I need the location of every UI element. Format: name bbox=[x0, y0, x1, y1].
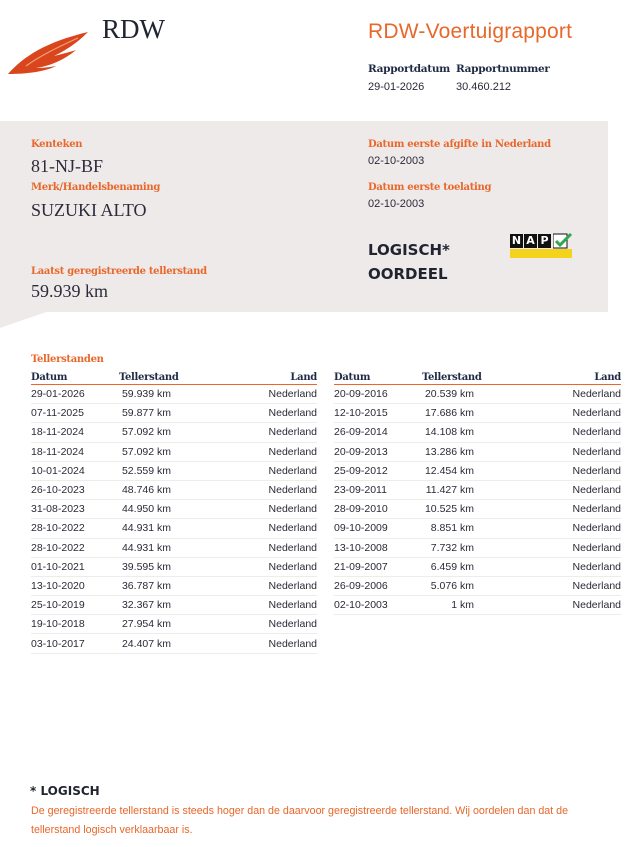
cell-odometer: 6.459 km bbox=[422, 557, 512, 576]
cell-country: Nederland bbox=[209, 538, 317, 557]
cell-country: Nederland bbox=[209, 634, 317, 653]
cell-odometer: 17.686 km bbox=[422, 404, 512, 423]
cell-country: Nederland bbox=[209, 576, 317, 595]
cell-country: Nederland bbox=[209, 615, 317, 634]
cell-odometer: 57.092 km bbox=[119, 442, 209, 461]
table-row bbox=[31, 576, 317, 595]
cell-odometer: 7.732 km bbox=[422, 538, 512, 557]
plate-value: 81-NJ-BF bbox=[31, 156, 104, 176]
table-row bbox=[334, 480, 621, 499]
footer-title: * LOGISCH bbox=[30, 784, 100, 798]
cell-odometer: 8.851 km bbox=[422, 519, 512, 538]
cell-date: 18-11-2024 bbox=[31, 423, 119, 442]
cell-odometer: 59.877 km bbox=[119, 404, 209, 423]
checkmark-icon bbox=[553, 233, 573, 251]
table-row bbox=[334, 596, 621, 615]
report-number bbox=[456, 63, 550, 93]
table-row bbox=[31, 500, 317, 519]
cell-country: Nederland bbox=[209, 500, 317, 519]
column-header-date: Datum bbox=[31, 371, 119, 385]
cell-date: 19-10-2018 bbox=[31, 615, 119, 634]
cell-date: 21-09-2007 bbox=[334, 557, 422, 576]
cell-date: 07-11-2025 bbox=[31, 404, 119, 423]
table-row bbox=[334, 500, 621, 519]
nap-letter-p: P bbox=[538, 234, 551, 248]
cell-date: 03-10-2017 bbox=[31, 634, 119, 653]
cell-country: Nederland bbox=[512, 500, 621, 519]
cell-country: Nederland bbox=[512, 557, 621, 576]
nap-logo bbox=[510, 234, 574, 260]
report-date-value: 29-01-2026 bbox=[368, 81, 425, 93]
report-date bbox=[368, 63, 450, 93]
brand-name: RDW bbox=[102, 14, 165, 44]
cell-odometer: 5.076 km bbox=[422, 576, 512, 595]
table-header-row bbox=[334, 371, 621, 385]
cell-date: 23-09-2011 bbox=[334, 480, 422, 499]
report-number-label: Rapportnummer bbox=[456, 63, 550, 75]
cell-date: 13-10-2008 bbox=[334, 538, 422, 557]
table-row bbox=[334, 442, 621, 461]
panel-notch bbox=[0, 310, 52, 328]
cell-date: 02-10-2003 bbox=[334, 596, 422, 615]
cell-country: Nederland bbox=[512, 461, 621, 480]
cell-date: 25-10-2019 bbox=[31, 596, 119, 615]
cell-country: Nederland bbox=[512, 442, 621, 461]
table-row bbox=[31, 596, 317, 615]
first-admission-label: Datum eerste toelating bbox=[368, 182, 492, 193]
footer-explanation: De geregistreerde tellerstand is steeds hoger dan de daarvoor geregistreerde tellerstand. Wij oordelen dan dat de tellerstand logisch verklaarbaar is. bbox=[31, 805, 569, 836]
cell-date: 12-10-2015 bbox=[334, 404, 422, 423]
readings-section-title: Tellerstanden bbox=[31, 354, 104, 365]
cell-odometer: 13.286 km bbox=[422, 442, 512, 461]
nap-letter-n: N bbox=[511, 234, 522, 247]
table-row bbox=[334, 576, 621, 595]
table-row bbox=[31, 442, 317, 461]
cell-country: Nederland bbox=[209, 442, 317, 461]
cell-country: Nederland bbox=[512, 596, 621, 615]
cell-date: 25-09-2012 bbox=[334, 461, 422, 480]
first-nl-label: Datum eerste afgifte in Nederland bbox=[368, 139, 551, 150]
make-label: Merk/Handelsbenaming bbox=[31, 182, 161, 193]
cell-odometer: 1 km bbox=[422, 596, 512, 615]
verdict-line-2: OORDEEL bbox=[368, 265, 448, 283]
cell-country: Nederland bbox=[209, 461, 317, 480]
cell-country: Nederland bbox=[209, 480, 317, 499]
verdict-line-1: LOGISCH* bbox=[368, 241, 450, 259]
cell-country: Nederland bbox=[209, 596, 317, 615]
cell-country: Nederland bbox=[512, 519, 621, 538]
cell-odometer: 12.454 km bbox=[422, 461, 512, 480]
cell-country: Nederland bbox=[512, 385, 621, 404]
cell-date: 28-10-2022 bbox=[31, 538, 119, 557]
cell-odometer: 10.525 km bbox=[422, 500, 512, 519]
report-number-value: 30.460.212 bbox=[456, 81, 512, 93]
column-header-odometer: Tellerstand bbox=[119, 371, 209, 385]
cell-odometer: 52.559 km bbox=[119, 461, 209, 480]
report-date-label: Rapportdatum bbox=[368, 63, 450, 75]
cell-odometer: 32.367 km bbox=[119, 596, 209, 615]
first-nl-value: 02-10-2003 bbox=[368, 155, 425, 167]
cell-odometer: 20.539 km bbox=[422, 385, 512, 404]
make-value: SUZUKI ALTO bbox=[31, 200, 147, 220]
odometer-value: 59.939 km bbox=[31, 281, 109, 301]
cell-odometer: 44.931 km bbox=[119, 519, 209, 538]
odometer-label: Laatst geregistreerde tellerstand bbox=[31, 266, 207, 277]
cell-date: 01-10-2021 bbox=[31, 557, 119, 576]
table-row bbox=[31, 634, 317, 653]
first-admission-value: 02-10-2003 bbox=[368, 198, 425, 210]
cell-date: 29-01-2026 bbox=[31, 385, 119, 404]
table-row bbox=[334, 538, 621, 557]
column-header-date: Datum bbox=[334, 371, 422, 385]
odometer-verdict bbox=[368, 238, 450, 286]
readings-table-left bbox=[31, 371, 317, 654]
cell-date: 28-09-2010 bbox=[334, 500, 422, 519]
column-header-country: Land bbox=[512, 371, 621, 385]
table-row bbox=[31, 423, 317, 442]
cell-date: 13-10-2020 bbox=[31, 576, 119, 595]
rdw-logo-icon bbox=[6, 26, 90, 76]
report-title: RDW-Voertuigrapport bbox=[368, 20, 573, 43]
cell-odometer: 59.939 km bbox=[119, 385, 209, 404]
table-row bbox=[334, 557, 621, 576]
cell-date: 18-11-2024 bbox=[31, 442, 119, 461]
cell-odometer: 14.108 km bbox=[422, 423, 512, 442]
table-row bbox=[31, 557, 317, 576]
table-row bbox=[31, 538, 317, 557]
cell-date: 09-10-2009 bbox=[334, 519, 422, 538]
column-header-odometer: Tellerstand bbox=[422, 371, 512, 385]
cell-odometer: 39.595 km bbox=[119, 557, 209, 576]
cell-country: Nederland bbox=[209, 423, 317, 442]
table-row bbox=[31, 519, 317, 538]
cell-odometer: 57.092 km bbox=[119, 423, 209, 442]
cell-date: 10-01-2024 bbox=[31, 461, 119, 480]
cell-date: 20-09-2016 bbox=[334, 385, 422, 404]
cell-country: Nederland bbox=[512, 576, 621, 595]
readings-table-right bbox=[334, 371, 621, 615]
table-row bbox=[31, 404, 317, 423]
cell-country: Nederland bbox=[209, 404, 317, 423]
cell-odometer: 48.746 km bbox=[119, 480, 209, 499]
cell-date: 31-08-2023 bbox=[31, 500, 119, 519]
cell-odometer: 27.954 km bbox=[119, 615, 209, 634]
table-row bbox=[334, 423, 621, 442]
cell-odometer: 44.950 km bbox=[119, 500, 209, 519]
table-header-row bbox=[31, 371, 317, 385]
column-header-country: Land bbox=[209, 371, 317, 385]
cell-country: Nederland bbox=[209, 385, 317, 404]
cell-country: Nederland bbox=[209, 557, 317, 576]
table-row bbox=[31, 461, 317, 480]
cell-date: 26-09-2006 bbox=[334, 576, 422, 595]
table-row bbox=[31, 615, 317, 634]
cell-country: Nederland bbox=[512, 423, 621, 442]
cell-country: Nederland bbox=[209, 519, 317, 538]
cell-country: Nederland bbox=[512, 404, 621, 423]
table-row bbox=[334, 385, 621, 404]
cell-country: Nederland bbox=[512, 480, 621, 499]
table-row bbox=[334, 461, 621, 480]
cell-date: 28-10-2022 bbox=[31, 519, 119, 538]
cell-date: 26-10-2023 bbox=[31, 480, 119, 499]
cell-odometer: 24.407 km bbox=[119, 634, 209, 653]
cell-odometer: 11.427 km bbox=[422, 480, 512, 499]
cell-country: Nederland bbox=[512, 538, 621, 557]
cell-odometer: 36.787 km bbox=[119, 576, 209, 595]
table-row bbox=[334, 404, 621, 423]
table-row bbox=[334, 519, 621, 538]
plate-label: Kenteken bbox=[31, 139, 83, 150]
table-row bbox=[31, 480, 317, 499]
cell-odometer: 44.931 km bbox=[119, 538, 209, 557]
table-row bbox=[31, 385, 317, 404]
cell-date: 20-09-2013 bbox=[334, 442, 422, 461]
cell-date: 26-09-2014 bbox=[334, 423, 422, 442]
nap-letter-a: A bbox=[524, 234, 537, 248]
